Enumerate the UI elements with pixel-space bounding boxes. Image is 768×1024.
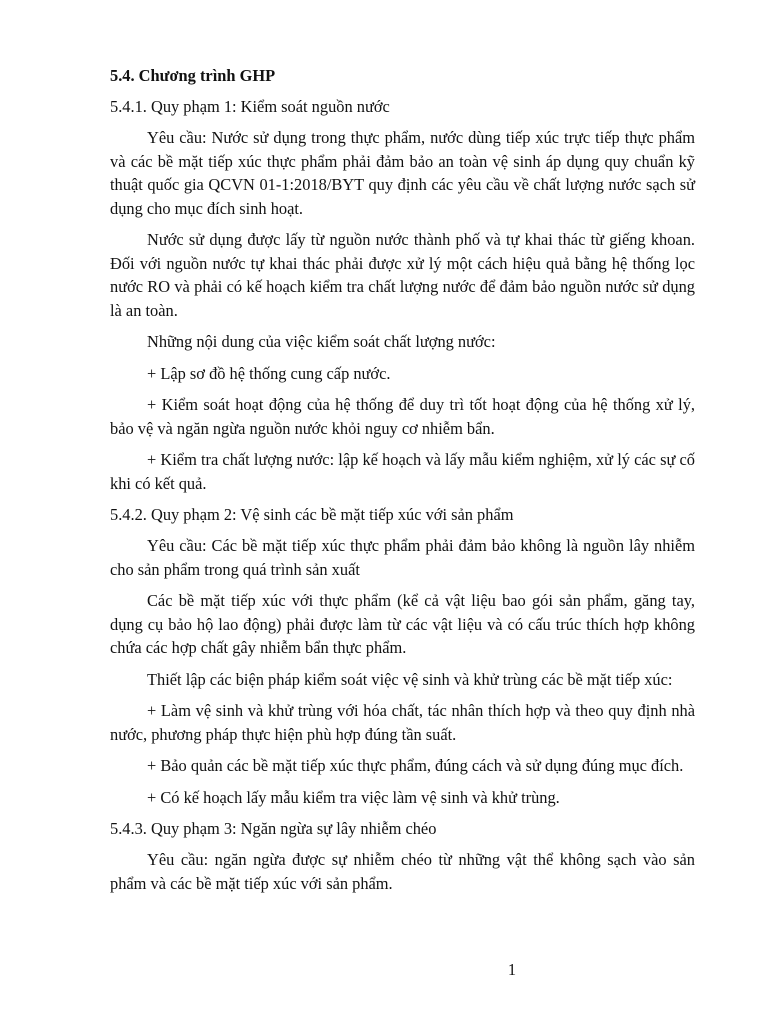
subsection-title-2: 5.4.2. Quy phạm 2: Vệ sinh các bề mặt tiếp xúc với sản phẩm (110, 505, 514, 524)
subsection-title-3: 5.4.3. Quy phạm 3: Ngăn ngừa sự lây nhiễm chéo (110, 819, 437, 838)
subsection-title-1: 5.4.1. Quy phạm 1: Kiểm soát nguồn nước (110, 97, 390, 116)
list-item: + Bảo quản các bề mặt tiếp xúc thực phẩm, đúng cách và sử dụng đúng mục đích. (147, 756, 684, 775)
paragraph: Những nội dung của việc kiểm soát chất lượng nước: (147, 332, 496, 351)
list-item: + Kiểm soát hoạt động của hệ thống để duy trì tốt hoạt động của hệ thống xử lý, bảo vệ và ngăn ngừa nguồn nước khỏi nguy cơ nhiễm bẩn. (110, 395, 695, 438)
paragraph: Yêu cầu: Các bề mặt tiếp xúc thực phẩm phải đảm bảo không là nguồn lây nhiễm cho sản phẩm trong quá trình sản xuất (110, 536, 695, 579)
list-item: + Có kế hoạch lấy mẫu kiểm tra việc làm vệ sinh và khử trùng. (147, 787, 560, 807)
paragraph: Thiết lập các biện pháp kiểm soát việc vệ sinh và khử trùng các bề mặt tiếp xúc: (147, 669, 673, 689)
page-number: 1 (507, 960, 517, 979)
paragraph: Nước sử dụng được lấy từ nguồn nước thành phố và tự khai thác từ giếng khoan. Đối với nguồn nước tự khai thác phải được xử lý một cách hiệu quả bằng hệ thống lọc nước RO và phải có kế hoạch kiểm tra chất lượng nước để đảm bảo nguồn nước sử dụng là an toàn. (110, 230, 695, 320)
document-page (110, 64, 695, 903)
list-item: + Làm vệ sinh và khử trùng với hóa chất, tác nhân thích hợp và theo quy định nhà nước, phương pháp thực hiện phù hợp đúng tần suất. (110, 701, 695, 744)
paragraph: Yêu cầu: ngăn ngừa được sự nhiễm chéo từ những vật thể không sạch vào sản phẩm và các bề mặt tiếp xúc với sản phẩm. (110, 850, 695, 893)
paragraph: Yêu cầu: Nước sử dụng trong thực phẩm, nước dùng tiếp xúc trực tiếp thực phẩm và các bề mặt tiếp xúc thực phẩm phải đảm bảo an toàn vệ sinh áp dụng quy chuẩn kỹ thuật quốc gia QCVN 01-1:2018/BYT quy định các yêu cầu về chất lượng nước sạch sử dụng cho mục đích sinh hoạt. (110, 128, 695, 218)
list-item: + Lập sơ đồ hệ thống cung cấp nước. (147, 363, 391, 383)
section-title: 5.4. Chương trình GHP (110, 66, 276, 85)
paragraph: Các bề mặt tiếp xúc với thực phẩm (kể cả vật liệu bao gói sản phẩm, găng tay, dụng cụ bảo hộ lao động) phải được làm từ các vật liệu và có cấu trúc thích hợp không chứa các hợp chất gây nhiễm bẩn thực phẩm. (110, 591, 695, 657)
list-item: + Kiểm tra chất lượng nước: lập kế hoạch và lấy mẫu kiểm nghiệm, xử lý các sự cố khi có kết quả. (110, 450, 695, 493)
